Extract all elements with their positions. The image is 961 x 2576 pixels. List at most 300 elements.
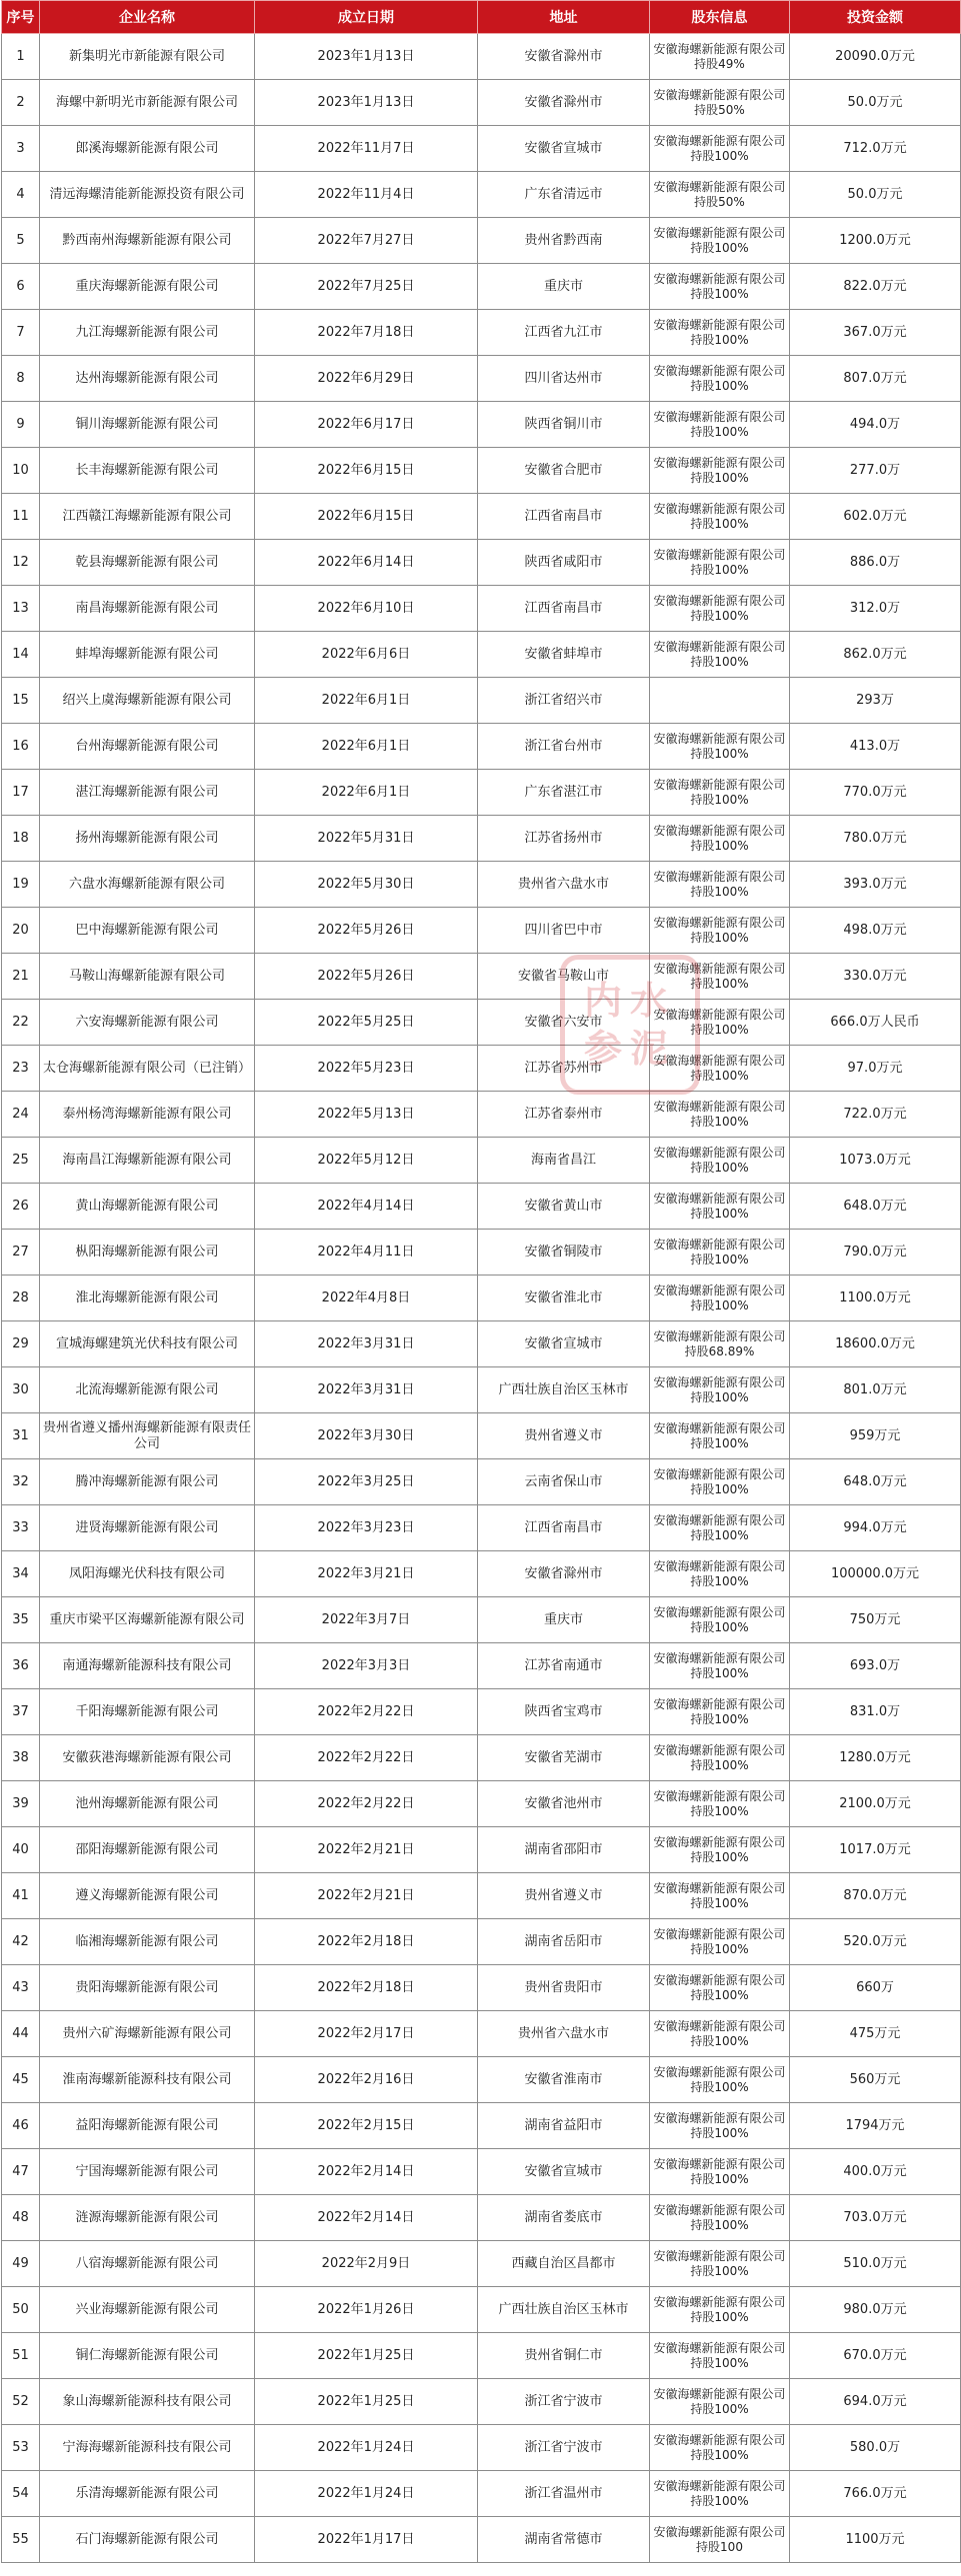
table-row	[2, 356, 961, 402]
address: 江西省南昌市	[478, 1505, 650, 1551]
company-name: 北流海螺新能源有限公司	[40, 1367, 255, 1413]
company-name: 新集明光市新能源有限公司	[40, 34, 255, 80]
address: 云南省保山市	[478, 1459, 650, 1505]
company-name: 湛江海螺新能源有限公司	[40, 770, 255, 816]
shareholder-info: 安徽海螺新能源有限公司持股100%	[650, 1184, 790, 1230]
shareholder-info: 安徽海螺新能源有限公司持股100%	[650, 1597, 790, 1643]
row-no: 21	[2, 954, 40, 1000]
founded-date: 2022年7月25日	[255, 264, 478, 310]
table-row	[2, 1597, 961, 1643]
row-no: 23	[2, 1046, 40, 1092]
shareholder-info: 安徽海螺新能源有限公司持股100%	[650, 264, 790, 310]
row-no: 7	[2, 310, 40, 356]
founded-date: 2022年1月24日	[255, 2471, 478, 2517]
address: 江苏省南通市	[478, 1643, 650, 1689]
row-no: 9	[2, 402, 40, 448]
address: 安徽省宣城市	[478, 1321, 650, 1367]
row-no: 20	[2, 908, 40, 954]
company-name: 六安海螺新能源有限公司	[40, 1000, 255, 1046]
table-row	[2, 264, 961, 310]
founded-date: 2022年5月23日	[255, 1046, 478, 1092]
founded-date: 2022年6月1日	[255, 770, 478, 816]
founded-date: 2022年4月11日	[255, 1230, 478, 1276]
investment-amount: 1017.0万元	[790, 1827, 961, 1873]
investment-amount: 750万元	[790, 1597, 961, 1643]
address: 安徽省蚌埠市	[478, 632, 650, 678]
row-no: 27	[2, 1230, 40, 1276]
row-no: 2	[2, 80, 40, 126]
company-name: 巴中海螺新能源有限公司	[40, 908, 255, 954]
table-row	[2, 2471, 961, 2517]
address: 安徽省芜湖市	[478, 1735, 650, 1781]
row-no: 42	[2, 1919, 40, 1965]
founded-date: 2022年11月7日	[255, 126, 478, 172]
address: 四川省达州市	[478, 356, 650, 402]
row-no: 50	[2, 2287, 40, 2333]
address: 安徽省合肥市	[478, 448, 650, 494]
header-founded-date: 成立日期	[255, 1, 478, 34]
row-no: 45	[2, 2057, 40, 2103]
table-row	[2, 632, 961, 678]
row-no: 6	[2, 264, 40, 310]
address: 浙江省温州市	[478, 2471, 650, 2517]
founded-date: 2023年1月13日	[255, 80, 478, 126]
investment-amount: 1100万元	[790, 2517, 961, 2563]
table-row	[2, 540, 961, 586]
address: 安徽省宣城市	[478, 126, 650, 172]
founded-date: 2023年1月13日	[255, 34, 478, 80]
founded-date: 2022年6月10日	[255, 586, 478, 632]
company-name: 六盘水海螺新能源有限公司	[40, 862, 255, 908]
shareholder-info: 安徽海螺新能源有限公司持股100%	[650, 2287, 790, 2333]
address: 广西壮族自治区玉林市	[478, 2287, 650, 2333]
investment-amount: 694.0万元	[790, 2379, 961, 2425]
address: 江西省九江市	[478, 310, 650, 356]
investment-amount: 1073.0万元	[790, 1138, 961, 1184]
founded-date: 2022年6月1日	[255, 678, 478, 724]
row-no: 18	[2, 816, 40, 862]
investment-amount: 367.0万元	[790, 310, 961, 356]
founded-date: 2022年3月3日	[255, 1643, 478, 1689]
founded-date: 2022年6月29日	[255, 356, 478, 402]
shareholder-info	[650, 678, 790, 724]
founded-date: 2022年3月30日	[255, 1413, 478, 1459]
shareholder-info: 安徽海螺新能源有限公司持股100%	[650, 1505, 790, 1551]
founded-date: 2022年7月18日	[255, 310, 478, 356]
shareholder-info: 安徽海螺新能源有限公司持股100%	[650, 356, 790, 402]
table-row	[2, 2011, 961, 2057]
investment-amount: 100000.0万元	[790, 1551, 961, 1597]
shareholder-info: 安徽海螺新能源有限公司持股100%	[650, 310, 790, 356]
investment-amount: 1280.0万元	[790, 1735, 961, 1781]
shareholder-info: 安徽海螺新能源有限公司持股100%	[650, 402, 790, 448]
row-no: 34	[2, 1551, 40, 1597]
investment-amount: 648.0万元	[790, 1459, 961, 1505]
shareholder-info: 安徽海螺新能源有限公司持股100%	[650, 632, 790, 678]
row-no: 24	[2, 1092, 40, 1138]
address: 湖南省益阳市	[478, 2103, 650, 2149]
company-name: 腾冲海螺新能源有限公司	[40, 1459, 255, 1505]
row-no: 40	[2, 1827, 40, 1873]
address: 重庆市	[478, 1597, 650, 1643]
shareholder-info: 安徽海螺新能源有限公司持股100%	[650, 2011, 790, 2057]
row-no: 30	[2, 1367, 40, 1413]
address: 安徽省铜陵市	[478, 1230, 650, 1276]
table-row	[2, 2379, 961, 2425]
table-row	[2, 770, 961, 816]
shareholder-info: 安徽海螺新能源有限公司持股100%	[650, 2425, 790, 2471]
table-row	[2, 1138, 961, 1184]
shareholder-info: 安徽海螺新能源有限公司持股100%	[650, 2149, 790, 2195]
shareholder-info: 安徽海螺新能源有限公司持股100%	[650, 1689, 790, 1735]
table-row	[2, 2149, 961, 2195]
investment-amount: 770.0万元	[790, 770, 961, 816]
table-row	[2, 1000, 961, 1046]
table-row	[2, 678, 961, 724]
table-row	[2, 1781, 961, 1827]
company-name: 象山海螺新能源科技有限公司	[40, 2379, 255, 2425]
table-row	[2, 2195, 961, 2241]
company-name: 黔西南州海螺新能源有限公司	[40, 218, 255, 264]
address: 湖南省岳阳市	[478, 1919, 650, 1965]
table-row	[2, 1184, 961, 1230]
investment-amount: 18600.0万元	[790, 1321, 961, 1367]
table-row	[2, 1827, 961, 1873]
founded-date: 2022年3月7日	[255, 1597, 478, 1643]
founded-date: 2022年1月26日	[255, 2287, 478, 2333]
table-row	[2, 310, 961, 356]
investment-amount: 780.0万元	[790, 816, 961, 862]
header-investment-amount: 投资金额	[790, 1, 961, 34]
company-name: 乾县海螺新能源有限公司	[40, 540, 255, 586]
shareholder-info: 安徽海螺新能源有限公司持股100%	[650, 586, 790, 632]
investment-amount: 330.0万元	[790, 954, 961, 1000]
founded-date: 2022年3月31日	[255, 1367, 478, 1413]
address: 贵州省六盘水市	[478, 2011, 650, 2057]
company-name: 达州海螺新能源有限公司	[40, 356, 255, 402]
founded-date: 2022年2月14日	[255, 2195, 478, 2241]
shareholder-info: 安徽海螺新能源有限公司持股100%	[650, 1413, 790, 1459]
table-row	[2, 1459, 961, 1505]
investment-amount: 277.0万	[790, 448, 961, 494]
table-row	[2, 2103, 961, 2149]
address: 西藏自治区昌都市	[478, 2241, 650, 2287]
address: 安徽省滁州市	[478, 1551, 650, 1597]
shareholder-info: 安徽海螺新能源有限公司持股100%	[650, 954, 790, 1000]
shareholder-info: 安徽海螺新能源有限公司持股100%	[650, 448, 790, 494]
address: 海南省昌江	[478, 1138, 650, 1184]
table-row	[2, 2241, 961, 2287]
founded-date: 2022年5月26日	[255, 954, 478, 1000]
investment-amount: 1200.0万元	[790, 218, 961, 264]
company-name: 台州海螺新能源有限公司	[40, 724, 255, 770]
investment-amount: 393.0万元	[790, 862, 961, 908]
row-no: 13	[2, 586, 40, 632]
address: 安徽省滁州市	[478, 80, 650, 126]
address: 江苏省泰州市	[478, 1092, 650, 1138]
investment-amount: 862.0万元	[790, 632, 961, 678]
investment-amount: 790.0万元	[790, 1230, 961, 1276]
shareholder-info: 安徽海螺新能源有限公司持股100%	[650, 1873, 790, 1919]
table-row	[2, 1965, 961, 2011]
company-name: 黄山海螺新能源有限公司	[40, 1184, 255, 1230]
investment-amount: 50.0万元	[790, 172, 961, 218]
shareholder-info: 安徽海螺新能源有限公司持股100%	[650, 540, 790, 586]
investment-amount: 560万元	[790, 2057, 961, 2103]
table-row	[2, 1919, 961, 1965]
investment-amount: 510.0万元	[790, 2241, 961, 2287]
shareholder-info: 安徽海螺新能源有限公司持股100%	[650, 1781, 790, 1827]
founded-date: 2022年1月25日	[255, 2379, 478, 2425]
row-no: 17	[2, 770, 40, 816]
company-name: 安徽荻港海螺新能源有限公司	[40, 1735, 255, 1781]
company-name: 马鞍山海螺新能源有限公司	[40, 954, 255, 1000]
founded-date: 2022年2月18日	[255, 1965, 478, 2011]
address: 陕西省铜川市	[478, 402, 650, 448]
company-name: 池州海螺新能源有限公司	[40, 1781, 255, 1827]
table-row	[2, 816, 961, 862]
shareholder-info: 安徽海螺新能源有限公司持股100%	[650, 1827, 790, 1873]
shareholder-info: 安徽海螺新能源有限公司持股100%	[650, 1046, 790, 1092]
watermark-char: 泥	[630, 1026, 677, 1071]
investment-amount: 520.0万元	[790, 1919, 961, 1965]
company-name: 遵义海螺新能源有限公司	[40, 1873, 255, 1919]
founded-date: 2022年2月15日	[255, 2103, 478, 2149]
address: 安徽省马鞍山市	[478, 954, 650, 1000]
row-no: 16	[2, 724, 40, 770]
table-body	[2, 34, 961, 2563]
table-row	[2, 908, 961, 954]
investment-amount: 801.0万元	[790, 1367, 961, 1413]
shareholder-info: 安徽海螺新能源有限公司持股49%	[650, 34, 790, 80]
row-no: 11	[2, 494, 40, 540]
investment-amount: 648.0万元	[790, 1184, 961, 1230]
table-row	[2, 1689, 961, 1735]
shareholder-info: 安徽海螺新能源有限公司持股100%	[650, 1459, 790, 1505]
shareholder-info: 安徽海螺新能源有限公司持股100	[650, 2517, 790, 2563]
investment-amount: 400.0万元	[790, 2149, 961, 2195]
table-row	[2, 1046, 961, 1092]
investment-amount: 580.0万	[790, 2425, 961, 2471]
investment-amount: 312.0万	[790, 586, 961, 632]
address: 广东省清远市	[478, 172, 650, 218]
row-no: 54	[2, 2471, 40, 2517]
header-address: 地址	[478, 1, 650, 34]
row-no: 15	[2, 678, 40, 724]
table-row	[2, 172, 961, 218]
investment-amount: 20090.0万元	[790, 34, 961, 80]
address: 湖南省邵阳市	[478, 1827, 650, 1873]
shareholder-info: 安徽海螺新能源有限公司持股100%	[650, 2333, 790, 2379]
founded-date: 2022年5月30日	[255, 862, 478, 908]
investment-amount: 693.0万	[790, 1643, 961, 1689]
founded-date: 2022年2月14日	[255, 2149, 478, 2195]
table-row	[2, 1413, 961, 1459]
founded-date: 2022年2月22日	[255, 1735, 478, 1781]
founded-date: 2022年4月14日	[255, 1184, 478, 1230]
founded-date: 2022年1月17日	[255, 2517, 478, 2563]
company-name: 铜川海螺新能源有限公司	[40, 402, 255, 448]
address: 浙江省宁波市	[478, 2379, 650, 2425]
table-row	[2, 1321, 961, 1367]
shareholder-info: 安徽海螺新能源有限公司持股100%	[650, 1092, 790, 1138]
investment-amount: 498.0万元	[790, 908, 961, 954]
founded-date: 2022年5月31日	[255, 816, 478, 862]
row-no: 1	[2, 34, 40, 80]
row-no: 47	[2, 2149, 40, 2195]
row-no: 49	[2, 2241, 40, 2287]
header-shareholder: 股东信息	[650, 1, 790, 34]
row-no: 14	[2, 632, 40, 678]
founded-date: 2022年6月15日	[255, 494, 478, 540]
shareholder-info: 安徽海螺新能源有限公司持股100%	[650, 1643, 790, 1689]
founded-date: 2022年2月16日	[255, 2057, 478, 2103]
shareholder-info: 安徽海螺新能源有限公司持股100%	[650, 2241, 790, 2287]
header-row	[2, 1, 961, 34]
address: 广西壮族自治区玉林市	[478, 1367, 650, 1413]
founded-date: 2022年2月22日	[255, 1689, 478, 1735]
shareholder-info: 安徽海螺新能源有限公司持股100%	[650, 1551, 790, 1597]
shareholder-info: 安徽海螺新能源有限公司持股100%	[650, 724, 790, 770]
shareholder-info: 安徽海螺新能源有限公司持股100%	[650, 2379, 790, 2425]
address: 江苏省苏州市	[478, 1046, 650, 1092]
row-no: 3	[2, 126, 40, 172]
company-name: 贵阳海螺新能源有限公司	[40, 1965, 255, 2011]
investment-amount: 50.0万元	[790, 80, 961, 126]
company-name: 南通海螺新能源科技有限公司	[40, 1643, 255, 1689]
shareholder-info: 安徽海螺新能源有限公司持股100%	[650, 2103, 790, 2149]
founded-date: 2022年11月4日	[255, 172, 478, 218]
address: 湖南省娄底市	[478, 2195, 650, 2241]
company-name: 贵州省遵义播州海螺新能源有限责任公司	[40, 1413, 255, 1459]
company-name: 枞阳海螺新能源有限公司	[40, 1230, 255, 1276]
founded-date: 2022年3月23日	[255, 1505, 478, 1551]
address: 贵州省遵义市	[478, 1873, 650, 1919]
company-name: 进贤海螺新能源有限公司	[40, 1505, 255, 1551]
company-name: 泰州杨湾海螺新能源有限公司	[40, 1092, 255, 1138]
shareholder-info: 安徽海螺新能源有限公司持股50%	[650, 172, 790, 218]
address: 重庆市	[478, 264, 650, 310]
investment-amount: 1100.0万元	[790, 1276, 961, 1321]
investment-amount: 807.0万元	[790, 356, 961, 402]
shareholder-info: 安徽海螺新能源有限公司持股100%	[650, 1919, 790, 1965]
investment-amount: 959万元	[790, 1413, 961, 1459]
watermark-char: 水	[630, 978, 677, 1023]
investment-amount: 670.0万元	[790, 2333, 961, 2379]
table-row	[2, 402, 961, 448]
company-name: 郎溪海螺新能源有限公司	[40, 126, 255, 172]
investment-amount: 97.0万元	[790, 1046, 961, 1092]
table-row	[2, 494, 961, 540]
shareholder-info: 安徽海螺新能源有限公司持股100%	[650, 2471, 790, 2517]
address: 四川省巴中市	[478, 908, 650, 954]
shareholder-info: 安徽海螺新能源有限公司持股100%	[650, 1000, 790, 1046]
address: 陕西省咸阳市	[478, 540, 650, 586]
founded-date: 2022年4月8日	[255, 1276, 478, 1321]
row-no: 53	[2, 2425, 40, 2471]
row-no: 25	[2, 1138, 40, 1184]
shareholder-info: 安徽海螺新能源有限公司持股50%	[650, 80, 790, 126]
investment-amount: 413.0万	[790, 724, 961, 770]
founded-date: 2022年6月14日	[255, 540, 478, 586]
table-row	[2, 2333, 961, 2379]
investment-amount: 1794万元	[790, 2103, 961, 2149]
row-no: 44	[2, 2011, 40, 2057]
address: 浙江省绍兴市	[478, 678, 650, 724]
row-no: 52	[2, 2379, 40, 2425]
investment-amount: 293万	[790, 678, 961, 724]
address: 贵州省贵阳市	[478, 1965, 650, 2011]
investment-amount: 980.0万元	[790, 2287, 961, 2333]
address: 广东省湛江市	[478, 770, 650, 816]
address: 安徽省宣城市	[478, 2149, 650, 2195]
address: 安徽省淮北市	[478, 1276, 650, 1321]
investment-amount: 494.0万	[790, 402, 961, 448]
table-row	[2, 2517, 961, 2563]
company-name: 长丰海螺新能源有限公司	[40, 448, 255, 494]
row-no: 33	[2, 1505, 40, 1551]
shareholder-info: 安徽海螺新能源有限公司持股100%	[650, 126, 790, 172]
founded-date: 2022年2月21日	[255, 1873, 478, 1919]
shareholder-info: 安徽海螺新能源有限公司持股100%	[650, 1230, 790, 1276]
table-row	[2, 80, 961, 126]
shareholder-info: 安徽海螺新能源有限公司持股100%	[650, 1138, 790, 1184]
founded-date: 2022年5月13日	[255, 1092, 478, 1138]
shareholder-info: 安徽海螺新能源有限公司持股100%	[650, 1276, 790, 1321]
investment-amount: 2100.0万元	[790, 1781, 961, 1827]
investment-amount: 822.0万元	[790, 264, 961, 310]
company-name: 涟源海螺新能源有限公司	[40, 2195, 255, 2241]
founded-date: 2022年6月1日	[255, 724, 478, 770]
table-row	[2, 218, 961, 264]
shareholder-info: 安徽海螺新能源有限公司持股68.89%	[650, 1321, 790, 1367]
founded-date: 2022年6月6日	[255, 632, 478, 678]
investment-amount: 831.0万	[790, 1689, 961, 1735]
shareholder-info: 安徽海螺新能源有限公司持股100%	[650, 218, 790, 264]
address: 贵州省六盘水市	[478, 862, 650, 908]
company-name: 重庆海螺新能源有限公司	[40, 264, 255, 310]
company-name: 重庆市梁平区海螺新能源有限公司	[40, 1597, 255, 1643]
table-row	[2, 1735, 961, 1781]
company-name: 宁国海螺新能源有限公司	[40, 2149, 255, 2195]
founded-date: 2022年1月25日	[255, 2333, 478, 2379]
row-no: 8	[2, 356, 40, 402]
row-no: 37	[2, 1689, 40, 1735]
table-header	[2, 1, 961, 34]
row-no: 26	[2, 1184, 40, 1230]
table-row	[2, 1092, 961, 1138]
row-no: 5	[2, 218, 40, 264]
company-name: 江西赣江海螺新能源有限公司	[40, 494, 255, 540]
company-name: 南昌海螺新能源有限公司	[40, 586, 255, 632]
investment-amount: 994.0万元	[790, 1505, 961, 1551]
address: 江苏省扬州市	[478, 816, 650, 862]
address: 江西省南昌市	[478, 494, 650, 540]
founded-date: 2022年2月21日	[255, 1827, 478, 1873]
row-no: 28	[2, 1276, 40, 1321]
shareholder-info: 安徽海螺新能源有限公司持股100%	[650, 1965, 790, 2011]
row-no: 29	[2, 1321, 40, 1367]
table-row	[2, 1643, 961, 1689]
address: 安徽省淮南市	[478, 2057, 650, 2103]
table-row	[2, 1276, 961, 1321]
address: 安徽省黄山市	[478, 1184, 650, 1230]
investment-amount: 886.0万	[790, 540, 961, 586]
row-no: 10	[2, 448, 40, 494]
address: 陕西省宝鸡市	[478, 1689, 650, 1735]
row-no: 4	[2, 172, 40, 218]
investment-amount: 602.0万元	[790, 494, 961, 540]
